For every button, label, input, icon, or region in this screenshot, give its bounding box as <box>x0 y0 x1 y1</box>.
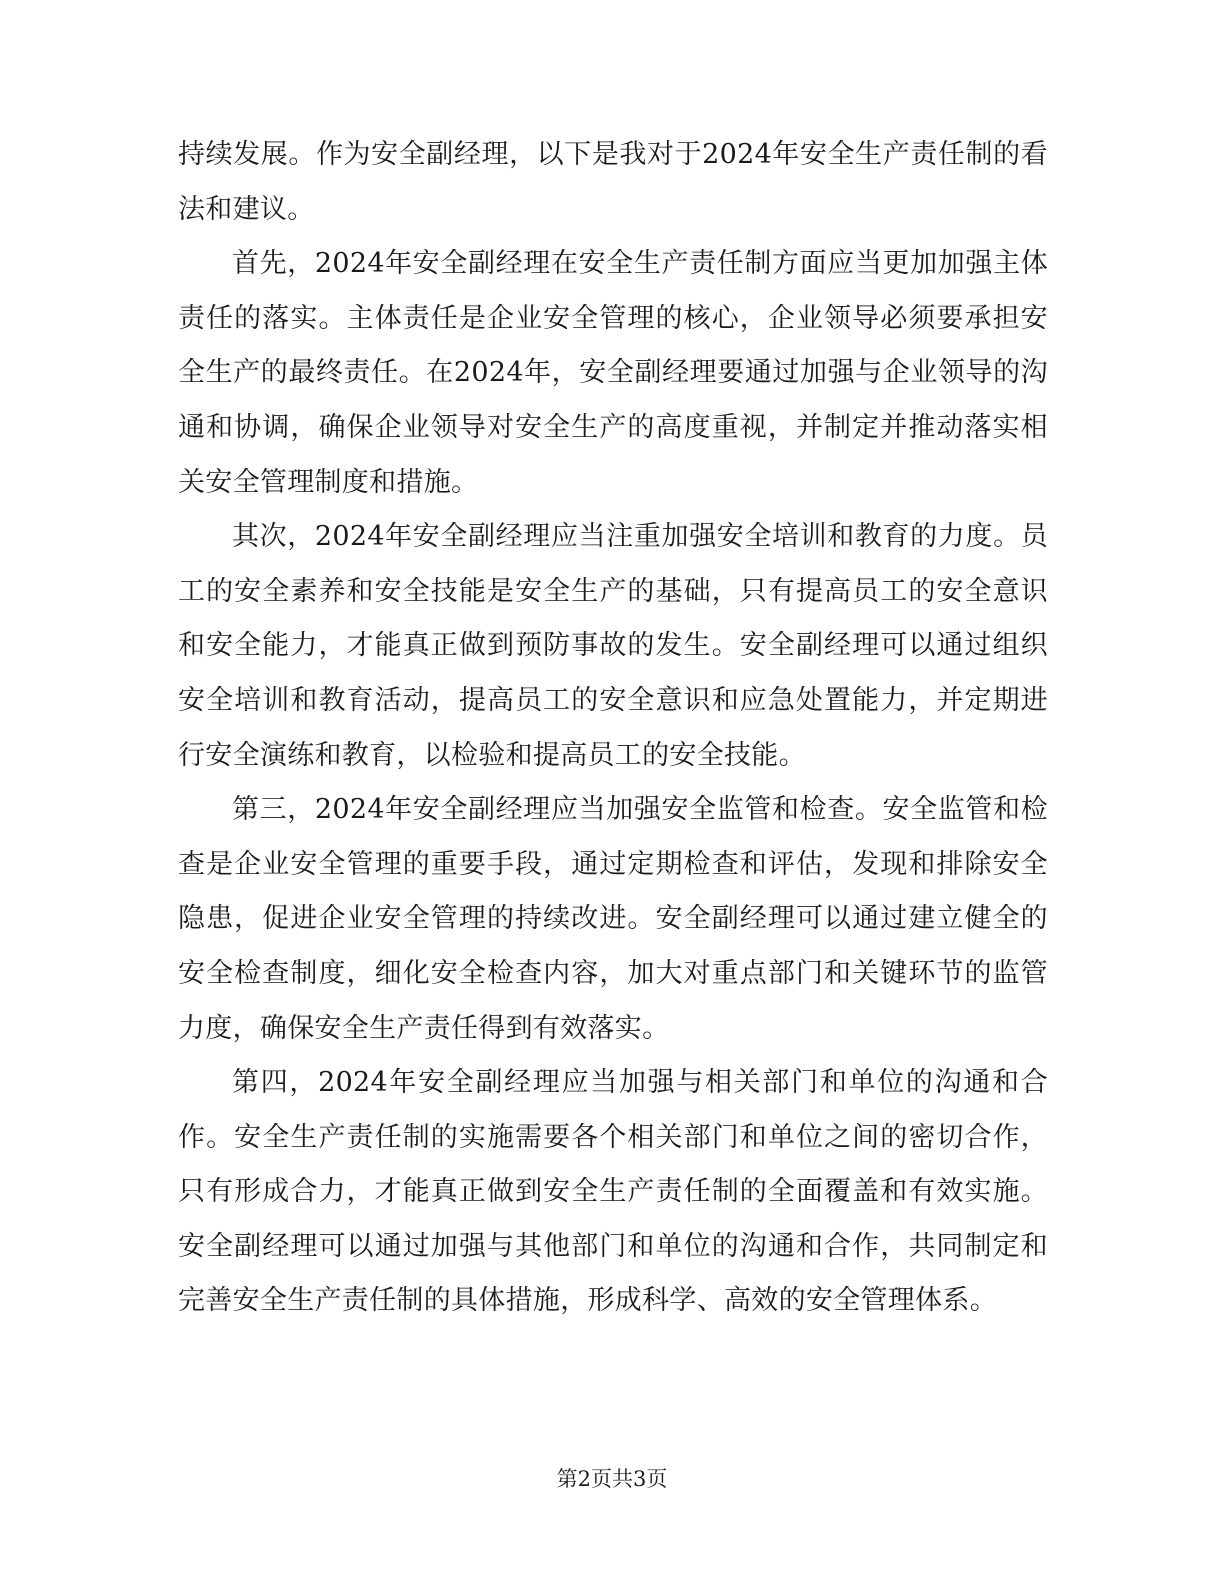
paragraph-fourth-point: 第四，2024年安全副经理应当加强与相关部门和单位的沟通和合作。安全生产责任制的实施需要各个相关部门和单位之间的密切合作，只有形成合力，才能真正做到安全生产责任制的全面覆盖和有效实施。安全副经理可以通过加强与其他部门和单位的沟通和合作，共同制定和完善安全生产责任制的具体措施，形成科学、高效的安全管理体系。 <box>178 1067 1048 1317</box>
document-body <box>178 128 1048 1329</box>
paragraph-first-point: 首先，2024年安全副经理在安全生产责任制方面应当更加加强主体责任的落实。主体责任是企业安全管理的核心，企业领导必须要承担安全生产的最终责任。在2024年，安全副经理要通过加强与企业领导的沟通和协调，确保企业领导对安全生产的高度重视，并制定并推动落实相关安全管理制度和措施。 <box>178 248 1048 498</box>
page-number-footer: 第2页共3页 <box>556 1467 668 1491</box>
paragraph-second-point: 其次，2024年安全副经理应当注重加强安全培训和教育的力度。员工的安全素养和安全技能是安全生产的基础，只有提高员工的安全意识和安全能力，才能真正做到预防事故的发生。安全副经理可以通过组织安全培训和教育活动，提高员工的安全意识和应急处置能力，并定期进行安全演练和教育，以检验和提高员工的安全技能。 <box>178 521 1048 771</box>
paragraph-continuation: 持续发展。作为安全副经理，以下是我对于2024年安全生产责任制的看法和建议。 <box>178 139 1048 225</box>
paragraph-third-point: 第三，2024年安全副经理应当加强安全监管和检查。安全监管和检查是企业安全管理的重要手段，通过定期检查和评估，发现和排除安全隐患，促进企业安全管理的持续改进。安全副经理可以通过建立健全的安全检查制度，细化安全检查内容，加大对重点部门和关键环节的监管力度，确保安全生产责任得到有效落实。 <box>178 794 1048 1044</box>
